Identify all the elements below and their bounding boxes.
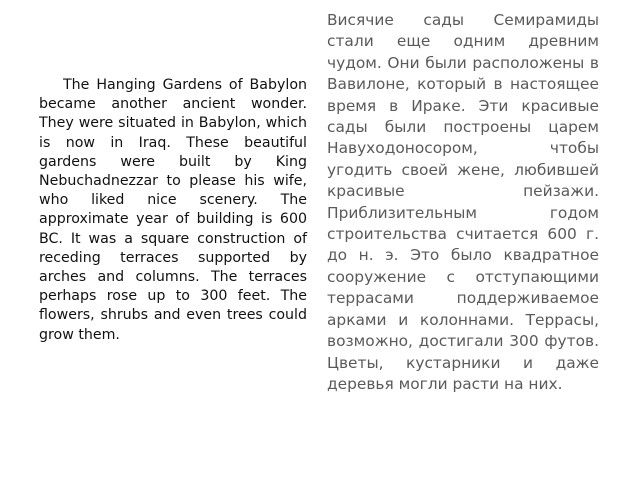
russian-paragraph: Висячие сады Семирамиды стали еще одним древним чудом. Они были расположены в Вавилоне, который в настоящее время в Ираке. Эти красивые сады были построены царем Навуходоносором, чтобы угодить своей жене, любившей красивые пейзажи. Приблизительным годом строительства считается 600 г. до н. э. Это было квадратное сооружение с отступающими террасами поддерживаемое арками и колоннами. Террасы, возможно, достигали 300 футов. Цветы, кустарники и даже деревья могли расти на них.	[327, 11, 599, 393]
english-paragraph: The Hanging Gardens of Babylon became another ancient wonder. They were situated in Babylon, which is now in Iraq. These beautiful gardens were built by King Nebuchadnezzar to please his wife, who liked nice scenery. The approximate year of building is 600 BC. It was a square construction of receding terraces supported by arches and columns. The terraces perhaps rose up to 300 feet. The flowers, shrubs and even trees could grow them.	[39, 77, 307, 343]
